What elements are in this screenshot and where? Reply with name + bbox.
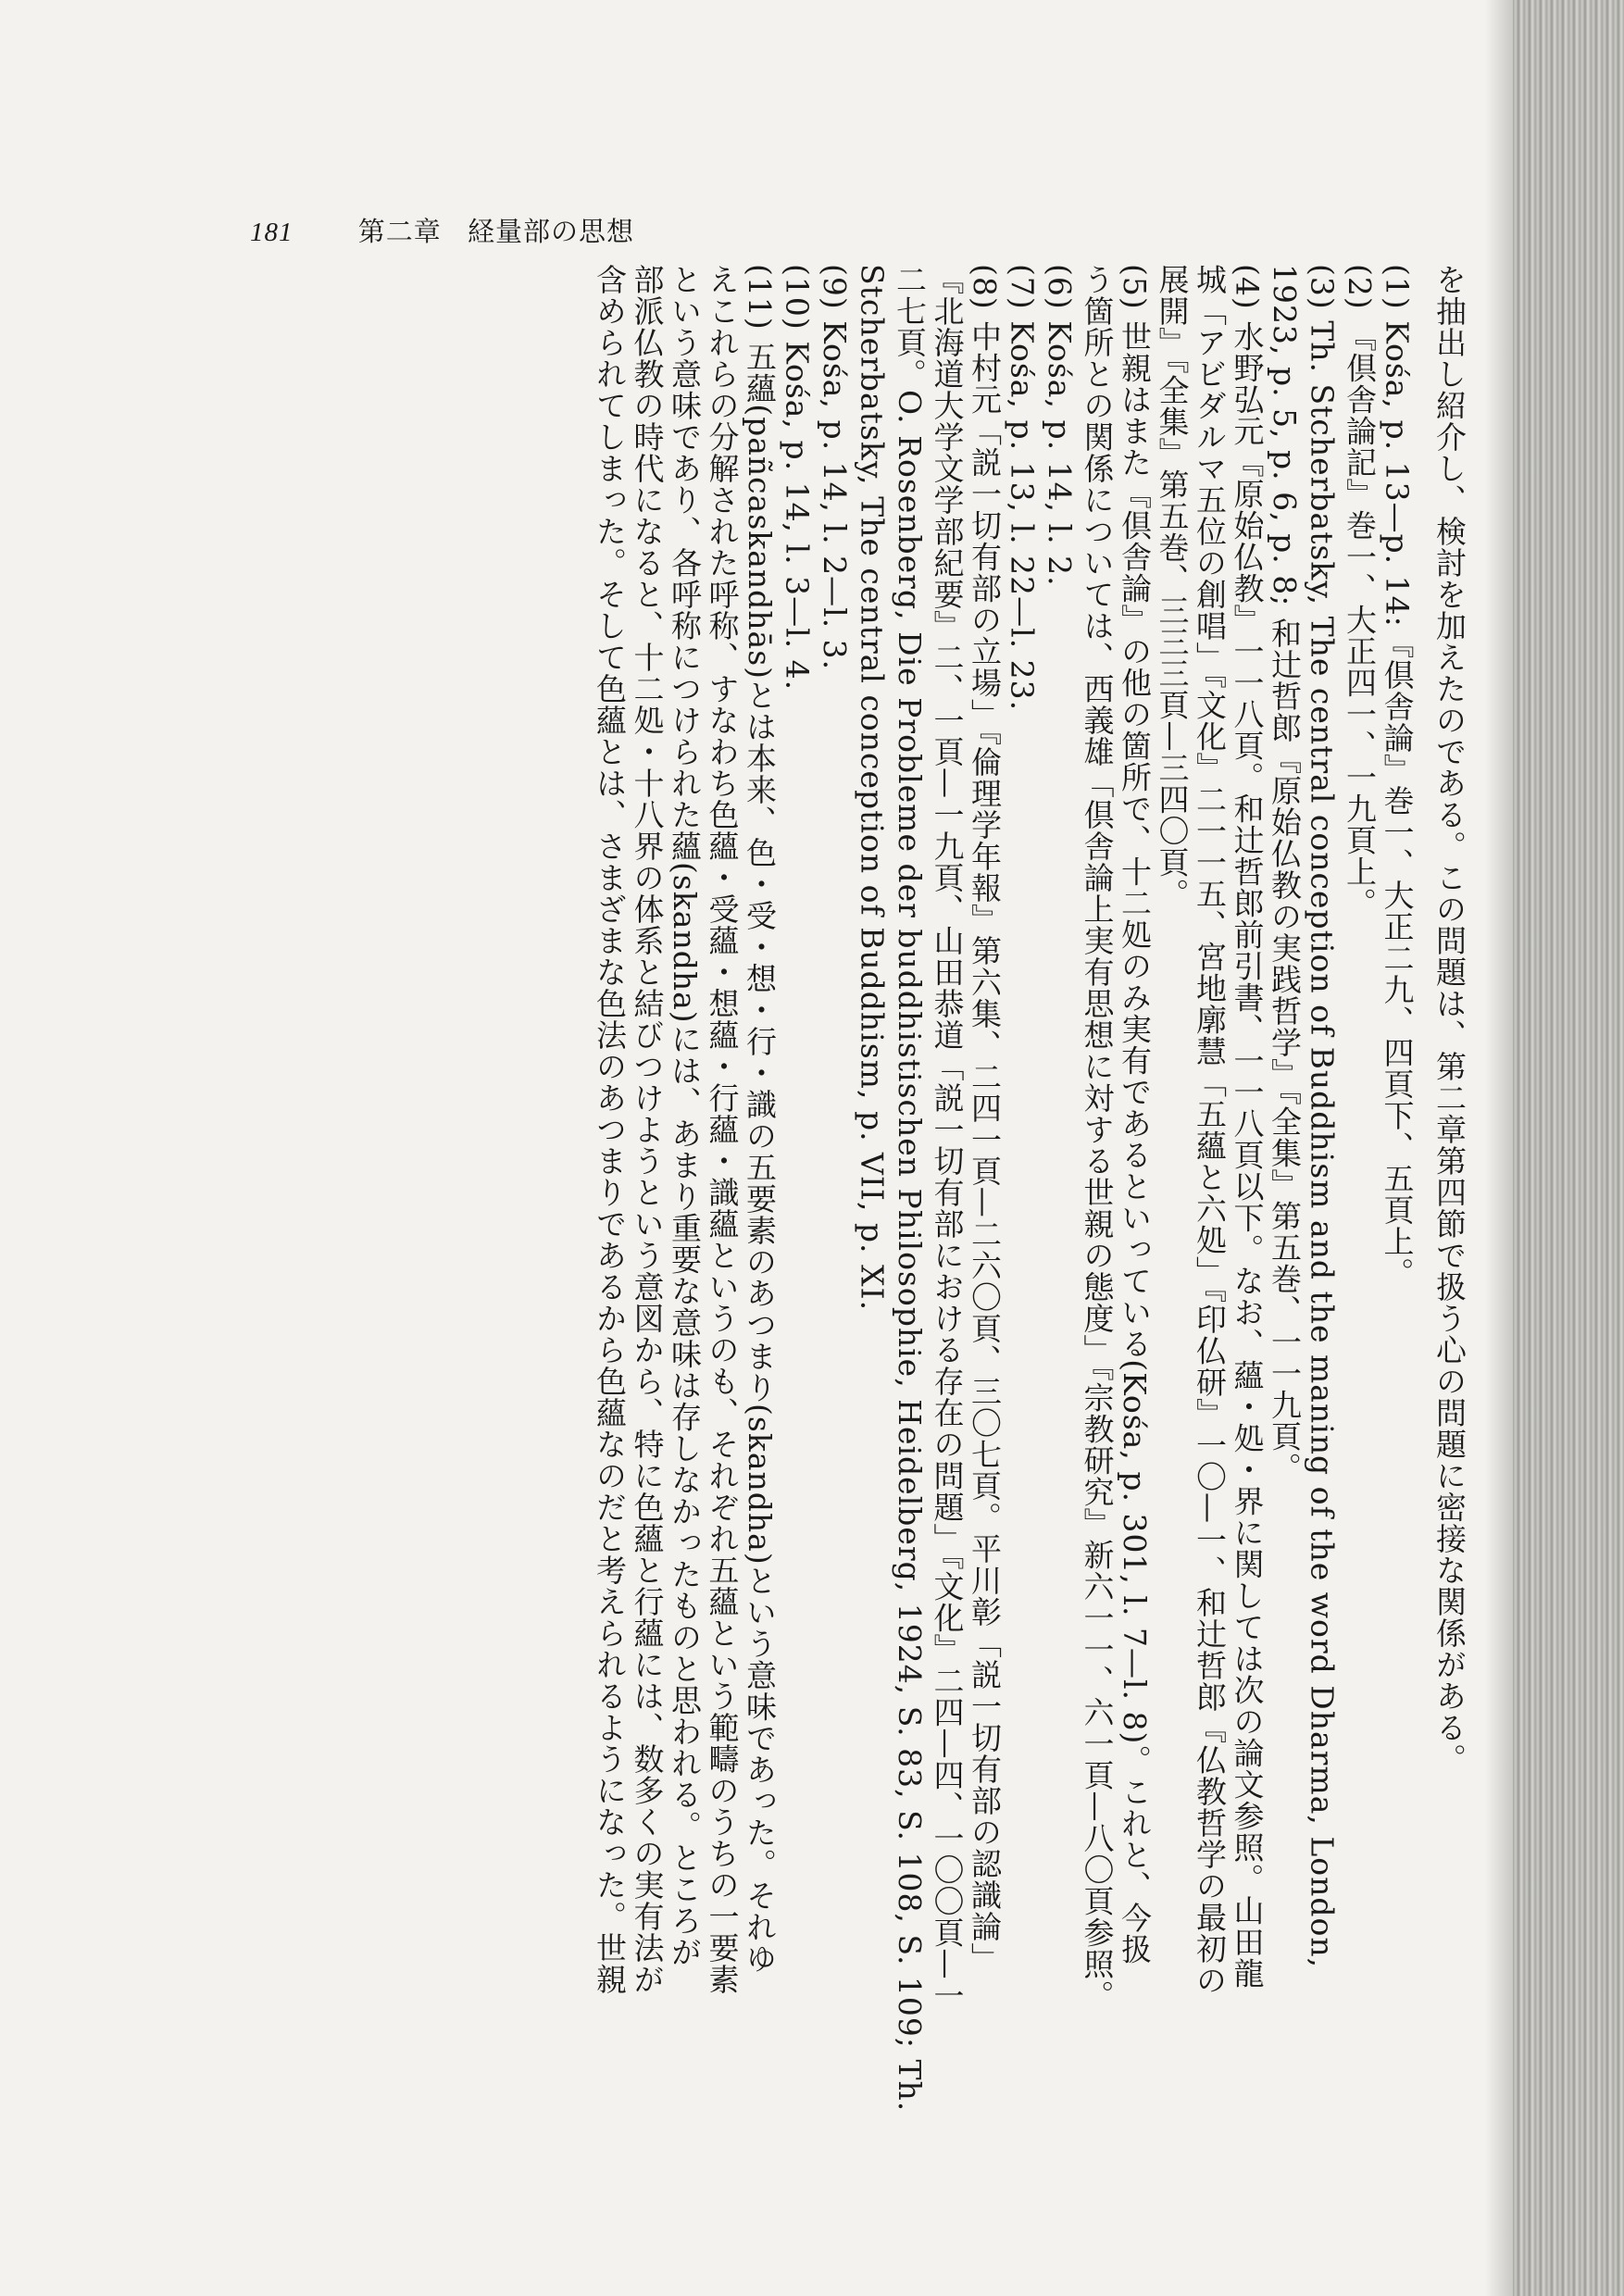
footnote-marker: (4) xyxy=(1229,264,1266,310)
footnote-line: 二七頁。O. Rosenberg, Die Probleme der buddhistischen Philosophie, Heidelberg, 1924, S. 83, S. 108, S. 109; Th. xyxy=(892,264,928,2113)
footnote-marker: (7) xyxy=(1004,264,1041,310)
lead-line: を抽出し紹介し、検討を加えたのである。この問題は、第二章第四節で扱う心の問題に密接な関係がある。 xyxy=(1431,264,1468,1775)
footnote-line xyxy=(816,264,854,2162)
footnote-text: 『倶舎論記』巻一、大正四一、一九頁上。 xyxy=(1342,309,1378,919)
footnote-line: 展開』『全集』第五巻、三三三頁—三四〇頁。 xyxy=(1154,264,1191,910)
footnote-text: Kośa, p. 14, l. 2. xyxy=(1042,309,1078,587)
footnote-marker: (10) xyxy=(779,264,816,331)
running-header xyxy=(250,211,634,248)
scan-shadow-gradient xyxy=(1485,0,1513,2296)
footnote-text: 世親はまた『倶舎論』の他の箇所で、十二処のみ実有であるといっている(Kośa, p. 301, l. 7—l. 8)。これと、今扱 xyxy=(1117,309,1153,1965)
footnote-line xyxy=(741,264,779,2162)
footnote-line xyxy=(1341,264,1379,2162)
footnote-line: う箇所との関係については、西義雄「倶舎論上実有思想に対する世親の態度」『宗教研究』新六一一、六一頁—八〇頁参照。 xyxy=(1079,264,1116,2012)
footnote-marker: (8) xyxy=(967,264,1003,310)
footnote-text: Kośa, p. 13—p. 14:『倶舎論』巻一、大正二九、四頁下、五頁上。 xyxy=(1379,309,1416,1289)
footnote-line xyxy=(1378,264,1416,2162)
footnote-line xyxy=(1003,264,1041,2162)
footnote-marker: (2) xyxy=(1342,264,1378,310)
chapter-label: 第二章 xyxy=(357,216,442,247)
scan-shadow-edge xyxy=(1513,0,1624,2296)
footnote-marker: (3) xyxy=(1304,264,1341,310)
footnote-line: 『北海道大学文学部紀要』二、一頁—一九頁、山田恭道「説一切有部における存在の問題」『文化』二四—四、一〇〇頁—一 xyxy=(929,264,966,2012)
footnote-text: Kośa, p. 14, l. 2—l. 3. xyxy=(817,309,853,671)
footnote-line xyxy=(966,264,1004,2162)
footnote-line: えこれらの分解された呼称、すなわち色蘊・受蘊・想蘊・行蘊・識蘊というのも、それぞれ五蘊という範疇のうちの一要素 xyxy=(704,264,741,1995)
footnote-line xyxy=(1116,264,1154,2162)
footnote-text: Kośa, p. 14, l. 3—l. 4. xyxy=(779,330,816,692)
footnote-line xyxy=(778,264,816,2162)
footnote-line: という意味であり、各呼称につけられた蘊(skandha)には、あまり重要な意味は存しなかったものと思われる。ところが xyxy=(667,264,703,1968)
footnote-marker: (11) xyxy=(742,264,778,331)
footnote-marker: (1) xyxy=(1379,264,1416,310)
footnote-line xyxy=(1041,264,1079,2162)
footnote-text: Th. Stcherbatsky, The central conception of Buddhism and the maning of the word Dharma, London, xyxy=(1304,309,1341,1969)
footnote-text: Kośa, p. 13, l. 22—l. 23. xyxy=(1004,309,1041,712)
footnote-text: 水野弘元『原始仏教』一一八頁。和辻哲郎前引書、一一八頁以下。なお、蘊・処・界に関しては次の論文参照。山田龍 xyxy=(1229,309,1266,1990)
footnote-line: 城「アビダルマ五位の創唱」『文化』二一一五、宮地廓慧「五蘊と六処」『印仏研』一〇—一、和辻哲郎『仏教哲学の最初の xyxy=(1192,264,1228,1996)
chapter-title: 経量部の思想 xyxy=(467,216,634,247)
footnote-line xyxy=(1228,264,1266,2162)
footnote-marker: (5) xyxy=(1117,264,1153,310)
vertical-text-body xyxy=(236,264,1468,2162)
footnote-line: Stcherbatsky, The central conception of Buddhism, p. VII, p. XI. xyxy=(854,264,891,1312)
footnote-text: 五蘊(pañcaskandhās)とは本来、色・受・想・行・識の五要素のあつまり(skandha)という意味であった。それゆ xyxy=(742,330,778,1975)
footnote-line: 部派仏教の時代になると、十二処・十八界の体系と結びつけようという意図から、特に色蘊と行蘊には、数多くの実有法が xyxy=(629,264,666,1995)
footnote-line: 含められてしまった。そして色蘊とは、さまざまな色法のあつまりであるから色蘊なのだと考えられるようになった。世親 xyxy=(592,264,628,1995)
page-number: 181 xyxy=(250,218,294,247)
footnote-text: 中村元「説一切有部の立場」『倫理学年報』第六集、二四一頁—二六〇頁、三〇七頁。平川彰「説一切有部の認識論」 xyxy=(967,309,1003,1974)
section-gap xyxy=(1416,264,1430,2162)
footnote-marker: (6) xyxy=(1042,264,1078,310)
footnote-marker: (9) xyxy=(817,264,853,310)
footnote-line xyxy=(1303,264,1341,2162)
footnote-line: 1923, p. 5, p. 6, p. 8; 和辻哲郎『原始仏教の実践哲学』『全集』第五巻、一一九頁。 xyxy=(1267,264,1303,1484)
